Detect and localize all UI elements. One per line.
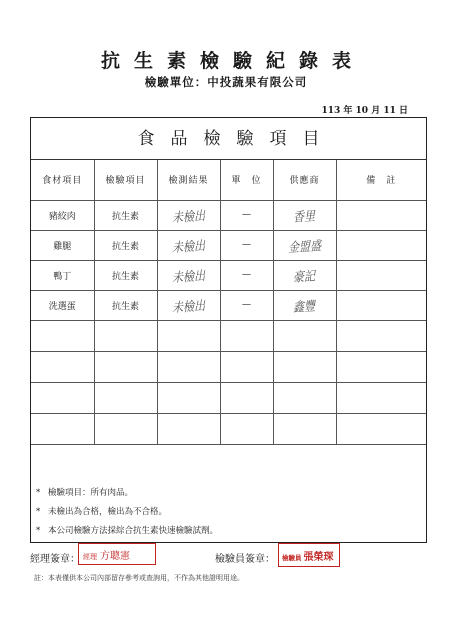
inspector-signature-label: 檢驗員簽章： [215, 554, 275, 565]
note-line: * 未檢出為合格，檢出為不合格。 [36, 503, 218, 522]
result-handwritten: 未檢出 [171, 238, 206, 256]
test-item: 抗生素 [94, 260, 157, 290]
inspector-stamp: 檢驗員 張榮琛 [278, 543, 340, 567]
asterisk-marker: * [36, 507, 41, 517]
supplier-handwritten: 香里 [293, 208, 316, 226]
empty-row [31, 351, 426, 382]
table-row [31, 290, 426, 320]
inspection-table [31, 160, 426, 445]
record-frame [30, 117, 427, 543]
signature-row [0, 548, 452, 572]
footer-note: 註：本表僅供本公司內部留存參考或查詢用，不作為其他證明用途。 [34, 574, 244, 582]
unit-value: — [220, 290, 273, 320]
food-item: 雞腿 [31, 230, 94, 260]
supplier-handwritten: 金盟盛 [287, 238, 322, 256]
table-header-row [31, 160, 426, 200]
column-header: 食材項目 [31, 160, 94, 200]
table-row [31, 200, 426, 230]
supplier-handwritten: 鑫豐 [293, 298, 316, 316]
result-handwritten: 未檢出 [171, 268, 206, 286]
inspection-unit: 檢驗單位：中投蔬果有限公司 [144, 75, 308, 89]
notes-block [36, 484, 218, 541]
unit-value: — [220, 200, 273, 230]
table-row [31, 260, 426, 290]
test-item: 抗生素 [94, 200, 157, 230]
note-line: * 本公司檢驗方法採綜合抗生素快速檢驗試劑。 [36, 522, 218, 541]
food-item: 鴨丁 [31, 260, 94, 290]
note-line: * 檢驗項目：所有肉品。 [36, 484, 218, 503]
food-item: 洗選蛋 [31, 290, 94, 320]
empty-row [31, 382, 426, 413]
asterisk-marker: * [36, 526, 41, 536]
manager-stamp: 經理 方聰憲 [78, 543, 156, 565]
test-item: 抗生素 [94, 230, 157, 260]
test-item: 抗生素 [94, 290, 157, 320]
note-cell [336, 200, 426, 230]
column-header: 檢測結果 [157, 160, 220, 200]
table-row [31, 230, 426, 260]
section-heading: 食品檢驗項目 [31, 118, 426, 160]
manager-signature-label: 經理簽章： [30, 554, 80, 565]
unit-value: — [220, 260, 273, 290]
column-header: 單 位 [220, 160, 273, 200]
supplier-handwritten: 豪記 [293, 268, 316, 286]
note-cell [336, 260, 426, 290]
asterisk-marker: * [36, 488, 41, 498]
column-header: 備 註 [336, 160, 426, 200]
unit-value: — [220, 230, 273, 260]
column-header: 檢驗項目 [94, 160, 157, 200]
food-item: 豬絞肉 [31, 200, 94, 230]
empty-row [31, 413, 426, 444]
empty-row [31, 320, 426, 351]
column-header: 供應商 [273, 160, 336, 200]
note-cell [336, 290, 426, 320]
result-handwritten: 未檢出 [171, 298, 206, 316]
document-title: 抗生素檢驗紀錄表 [100, 50, 365, 72]
result-handwritten: 未檢出 [171, 208, 206, 226]
note-cell [336, 230, 426, 260]
record-date: 113 年 10 月 11 日 [321, 106, 408, 116]
